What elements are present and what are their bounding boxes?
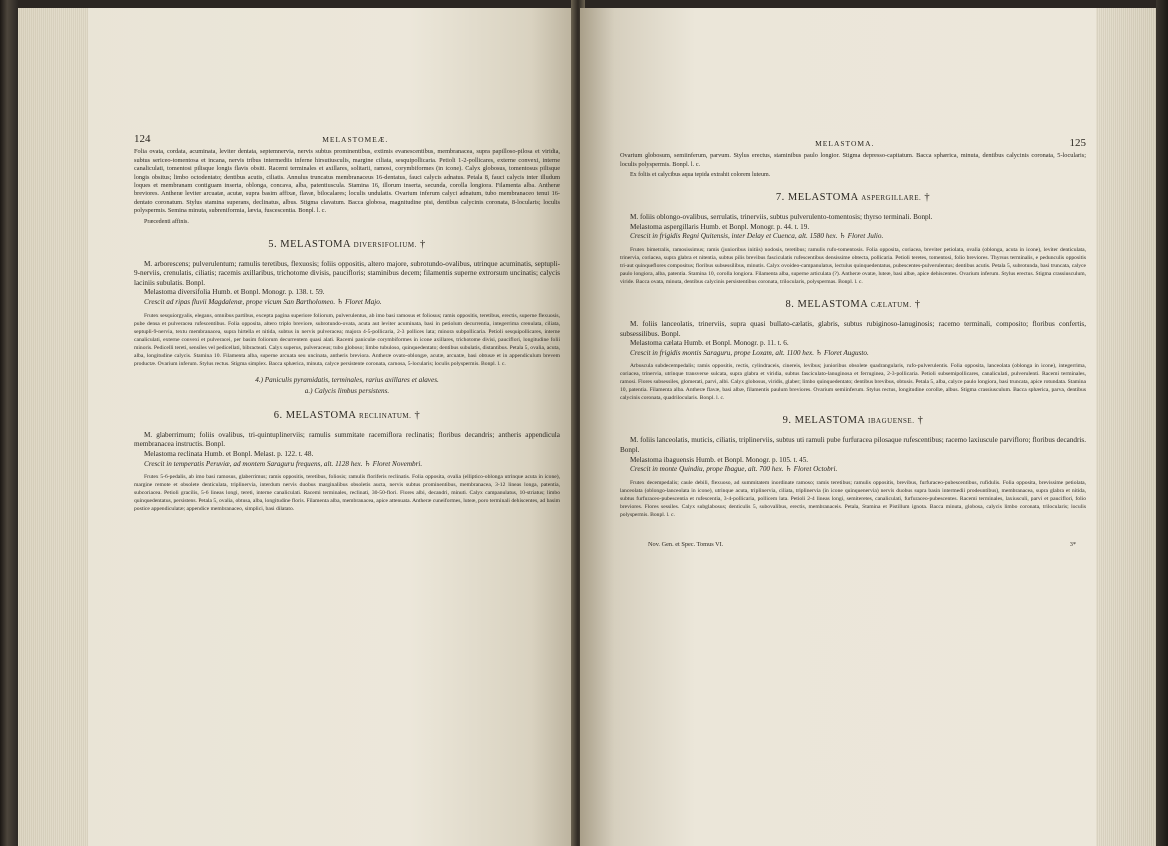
right-intro-text: Ovarium globosum, semiinferum, parvum. Stylus erectus, staminibus paulo longior. Stigma depresso-capitatum. Bacca sphærica, minuta, dentibus calycinis coronata, 5-locularis; loculis polyspermis. Bonpl. l. c. bbox=[620, 152, 1086, 168]
right-page-number: 125 bbox=[1069, 137, 1086, 149]
species-9-habitat: Crescit in monte Quindiu, prope Ibague, alt. 700 hex. ♄ Floret Octobri. bbox=[630, 465, 838, 474]
right-page bbox=[580, 8, 1156, 846]
species-9-description: Frutex decempedalis; caule debili, flexuoso, ad summitatem inordinate ramoso; ramis teretibus; ramulis oppositis, brevibus, furfuraceo-pubescentibus, rufidulis. Folia opposita, brevissime petiolata, lanceolata (oblongo-lanceolata in icone), utrinque acuta, triplinervia, ciliata, triplinervia (in icone quinquenervia) nervis duobus supra basin intermedii prodeuntibus), membranacea, supra glabra et nitida, subtus furfuraceo-pubescentia et rufescentia, 3-4-pollicaria, pollicem lata. Petioli 2-4 lineas longi, semiteretes, canaliculati, furfuraceo-pubescentes. Racemi terminales, laxiusculi, parvi et pauciflori, folio breviores. Flores sessiles. Calyx subglabosus; denticulis 5, subovalibus, erectis, membranaceis. Petala, Stamina et Pistillum ignota. Bacca minuta, globosa, calycis limbo coronata, trilocularis; loculis polyspermis. Bonpl. l. c. bbox=[620, 479, 1086, 518]
species-heading-6: 6. MELASTOMA RECLINATUM. † bbox=[273, 409, 421, 421]
left-intro-text: Folia ovata, cordata, acuminata, leviter dentata, septemnervia, nervis subtus prominentibus, extimis evanescentibus, membranacea, supra papilloso-pilosa et viridia, subtus sericeo-tomentosa et incana, nervis tribus intermediis inferne hirsutiusculis, margine ciliata, sesquipollicaria. Petioli 1-2-pollicares, externe convexi, interne canaliculati, tomentosi pilisque longis flavis obsiti. Racemi terminales et axillares, solitarii, ramosi, corymbiformes (in icone). Calyx globosus, tomentosus pilisque longis obsitus; limbo octodentato; dentibus acutis, ciliatis. Annulus truncatus membranaceus 16-dentatus, fauci calycis adnatus. Petala 8, fauci calycis inter illudum loques et membranam contiguam inserta, oblonga, concava, alba, patentiuscula. Stamina 16, illorum inserta, secunda, corolla longiora. Filamenta alba. Antheræ breviores. Antheræ leviter arcuatæ, acutæ, supra basim affixæ, flavæ, bilocalares; loculis undulatis. Ovarium inferum calyci adnatum, tubo membranaceo tenui 16-dentato coronatum. Stylus stamina superans, declinatus, albus. Stigma clavatum. Bacca globosa, magnitudine pisi, dentibus calycinis coronata, 8-locularis; loculis polyspermis. Semina minuta, subreniformia, lævia, fuscescentia. Bonpl. l. c. bbox=[134, 148, 560, 215]
book-cover-edge-right bbox=[1156, 0, 1168, 846]
species-heading-5: 5. MELASTOMA DIVERSIFOLIUM. † bbox=[268, 238, 426, 250]
species-5-description: Frutex sesquiorgyalis, elegans, omnibus partibus, excepta pagina superiore foliorum, pulverulentus, ab imo basi ramosus et foliosus; ramis oppositis, teretibus, erectis, superne flexuosis, pube densa et pulveracea rufescentibus. Folia opposita, altero triplo breviore, subrotundo-ovata, acuta aut leviter acuminata, basi in petiolum decurrentia, integerrima crenulata, ciliata, septupli-9-nervia, textu membranacea, supra hirtella et nitida, subtus in nervis pulveracea; majora 4-5-pollicaria, 2-3 pollices lata; minora subpollicaria. Petioli sesquipollicares, interne canaliculati, externe convexi et pulveracei, per basim foliorum decurrentem quasi alati. Racemi paniculæ corymbiformes in icone axillares, trichotome divisi, pauciflori, longitudine folii minoris. Pedicelli tereti, sensiles vel pedicellati, bibracteati. Calyx superus, pulveraceus; tubo globoso; limbo tubuloso, quinquedentato; dentibus subulatis, distantibus. Petala 5, ovalia, acuta, alba, longitudine calycis. Stamina 10. Filamenta alba, superne arcuata seu uncinata, antheris breviora. Antheræ ovato-oblongæ, acutæ, arcuatæ, basi obtusæ et in appendiculum brevem productæ. Ovarium inferum. Stylus rectus. Stigma simplex. Bacca sphærica, minuta, calyce persistente coronata, carnosa, 5-locularis; loculis polyspermis. Bonpl. l. c. bbox=[134, 312, 560, 367]
species-6-description: Frutex 5-6-pedalis, ab imo basi ramosus, glaberrimus; ramis oppositis, teretibus, foliosis; ramulis floriferis reclinatis. Folia opposita, ovalia (elliptico-oblonga utrinque acuta in icone), margine remote et obsolete denticulata, triplinervia, interdum nervis duobus marginalibus obsoletis aucta, nervis subtus prominentibus, membranacea, 3-12 lineas longa, patentia, subcoriacea. Petioli gracilis, 5-6 lineas longi, tereti, interne canaliculati. Racemi terminales, reclinati, 30-50-flori. Flores albi, decandri, minuti. Calyx campanulatus, 10-striatus; limbo quinquedentatus, persistens. Petala 5, ovalia, obtusa, alba, longitudine floris. Filamenta alba, membranacea, apice attenuata. Antheræ cuneiformes, luteæ, poro terminali dehiscentes, ad basim postice appendiculatæ; appendice membranaceo, simplici, basi dilatato. bbox=[134, 474, 560, 513]
left-running-head bbox=[134, 135, 560, 144]
species-6-habitat: Crescit in temperatis Peruviæ, ad montem Saraguru frequens, alt. 1128 hex. ♄ Floret Novembri. bbox=[144, 459, 423, 468]
left-running-title: MELASTOMEÆ. bbox=[322, 135, 389, 144]
species-5-synonym: Melastoma diversifolia Humb. et Bonpl. Monogr. p. 138. t. 59. bbox=[144, 288, 325, 297]
right-page-footer bbox=[620, 541, 1086, 549]
left-page bbox=[18, 8, 576, 846]
species-8-diagnosis: M. foliis lanceolatis, trinerviis, supra quasi bullato-cælatis, glabris, subtus rubiginoso-lanuginosis; racemo terminali, composito; floribus confertis, subsessilibus. Bonpl. bbox=[620, 320, 1086, 338]
page-stack-edge-left bbox=[18, 8, 88, 846]
species-8-synonym: Melastoma cælata Humb. et Bonpl. Monogr. p. 11. t. 6. bbox=[630, 339, 789, 348]
footer-signature: Nov. Gen. et Spec. Tomus VI. bbox=[648, 540, 724, 548]
species-7-habitat: Crescit in frigidis Regni Quitensis, inter Delay et Cuenca, alt. 1580 hex. ♄ Floret Julio. bbox=[630, 232, 884, 241]
species-heading-7: 7. MELASTOMA ASPERGILLARE. † bbox=[775, 192, 931, 204]
species-5-diagnosis: M. arborescens; pulverulentum; ramulis teretibus, flexuosis; foliis oppositis, altero majore, subrotundo-ovalibus, utrinque acuminatis, septupli-9-nerviis, crenulatis, ciliatis; racemis axillaribus, trichotome divisis, paucifloris; staminibus decem; filamentis superne extrorsum uncinatis; calycis laciniis subulatis. Bonpl. bbox=[134, 259, 560, 287]
right-text-column bbox=[620, 139, 1086, 549]
left-text-column bbox=[134, 135, 560, 513]
right-running-head bbox=[620, 139, 1086, 148]
footer-sheet-mark: 3* bbox=[1069, 540, 1076, 548]
right-running-title: MELASTOMA. bbox=[815, 139, 875, 148]
species-heading-9: 9. MELASTOMA IBAGUENSE. † bbox=[782, 415, 924, 427]
species-5-habitat: Crescit ad ripas fluvii Magdalenæ, prope vicum San Bartholomeo. ♄ Floret Majo. bbox=[144, 298, 382, 307]
species-7-synonym: Melastoma aspergillaris Humb. et Bonpl. Monogr. p. 44. t. 19. bbox=[630, 222, 810, 231]
species-6-diagnosis: M. glaberrimum; foliis ovalibus, tri-quintuplinerviis; ramulis summitate racemiflora reclinatis; floribus decandris; antheris appendicula membranacea instructis. Bonpl. bbox=[134, 430, 560, 449]
section-heading-a: a.) Calycis limbus persistens. bbox=[304, 387, 390, 396]
right-intro-note: Ex foliis et calycibus aqua tepida extrahit colorem luteum. bbox=[630, 172, 771, 179]
species-9-synonym: Melastoma ibaguensis Humb. et Bonpl. Monogr. p. 105. t. 45. bbox=[630, 455, 809, 464]
species-8-habitat: Crescit in frigidis montis Saraguru, prope Loxam, alt. 1100 hex. ♄ Floret Augusto. bbox=[630, 348, 869, 357]
left-intro-note: Præcedenti affinis. bbox=[144, 218, 189, 225]
species-7-diagnosis: M. foliis oblongo-ovalibus, serrulatis, trinerviis, subtus pulverulento-tomentosis; thyrso terminali. Bonpl. bbox=[630, 213, 933, 222]
species-8-description: Arbuscula subdecempedalis; ramis oppositis, rectis, cylindraceis, cinereis, levibus; junioribus obsolete quadrangularis, rufo-pulverulentis. Folia opposita, lanceolata (oblonga in icone), integerrima, coriacea, trinervia, utrinque transverse sulcata, supra glabra et viridia, subtus fasciculato-lanuginosa et ferruginea, 2-3-pollicaria. Petioli subsemipollicares, canaliculati, pulverulenti. Racemi terminales, ramosi. Flores subsessiles, glomerati, parvi, albi. Calyx globosus, viridis, glaber; limbo quinquedentato; dentibus brevibus, obtusis. Petala 5, alba, calyce paulo longiora, basi truncata, apice rotundata. Stamina 10, patentia. Filamenta alba. Antheræ flavæ, basi albæ, filamentis paulum breviores. Ovarium semiinferum. Stylus rectus, longitudine corollæ, albus. Stigma crassiusculum. Bacca sphærica, parva, dentibus calycinis coronata, quadrilocularis. Bonpl. l. c. bbox=[620, 363, 1086, 402]
left-page-number: 124 bbox=[134, 133, 151, 145]
species-9-diagnosis: M. foliis lanceolatis, muticis, ciliatis, triplinerviis, subtus uti ramuli pube furfuracea pilosaque rufescentibus; racemo laxiuscule parvifloro; floribus decandris. Bonpl. bbox=[620, 436, 1086, 454]
page-stack-edge-right bbox=[1096, 8, 1156, 846]
species-6-synonym: Melastoma reclinata Humb. et Bonpl. Melast. p. 122. t. 48. bbox=[144, 450, 314, 458]
section-heading-4: 4.) Paniculis pyramidatis, terminales, rarius axillares et alaves. bbox=[255, 375, 439, 384]
species-heading-8: 8. MELASTOMA CÆLATUM. † bbox=[785, 299, 921, 310]
book-cover-edge-left bbox=[0, 0, 18, 846]
species-7-description: Frutex bimetralis, ramosissimus; ramis (junioribus initiis) nodosis, teretibus; ramulis rufo-tomentosis. Folia opposita, coriacea, breviter petiolata, ovalia (oblonga, acuta in icone), leviter denticulata, trinervia, coriacea, supra glabra et nitentia, subtus pilis brevibus fasciculatis rufescentibus densissime obtecta, pollicaria. Petioli teretes, tomentosi, folio breviores. Thyrsus terminalis, e pedunculis oppositis tri-aut quinqueflores compositus; floribus subsessilibus, minutis. Calyx ovoideo-campanulatus, lectulus quinquedentatus, pubescentes-pulverulentus; dentibus acutis. Petala 5, subrotunda, basi truncata, calyce paulo longiora, alba, patentia. Stamina 10, corolla longiora. Filamenta alba, superne articulata (?). Antheræ ovatæ, luteæ, basi albæ, apice dehiscentes. Ovarium inferum. Stylus erectus. Stigma crassiusculum, viride. Bacca ovata, minuta, dentibus calycinis persistentibus coronata, trilocularis, polyspermas. Bonpl. l. c. bbox=[620, 247, 1086, 285]
